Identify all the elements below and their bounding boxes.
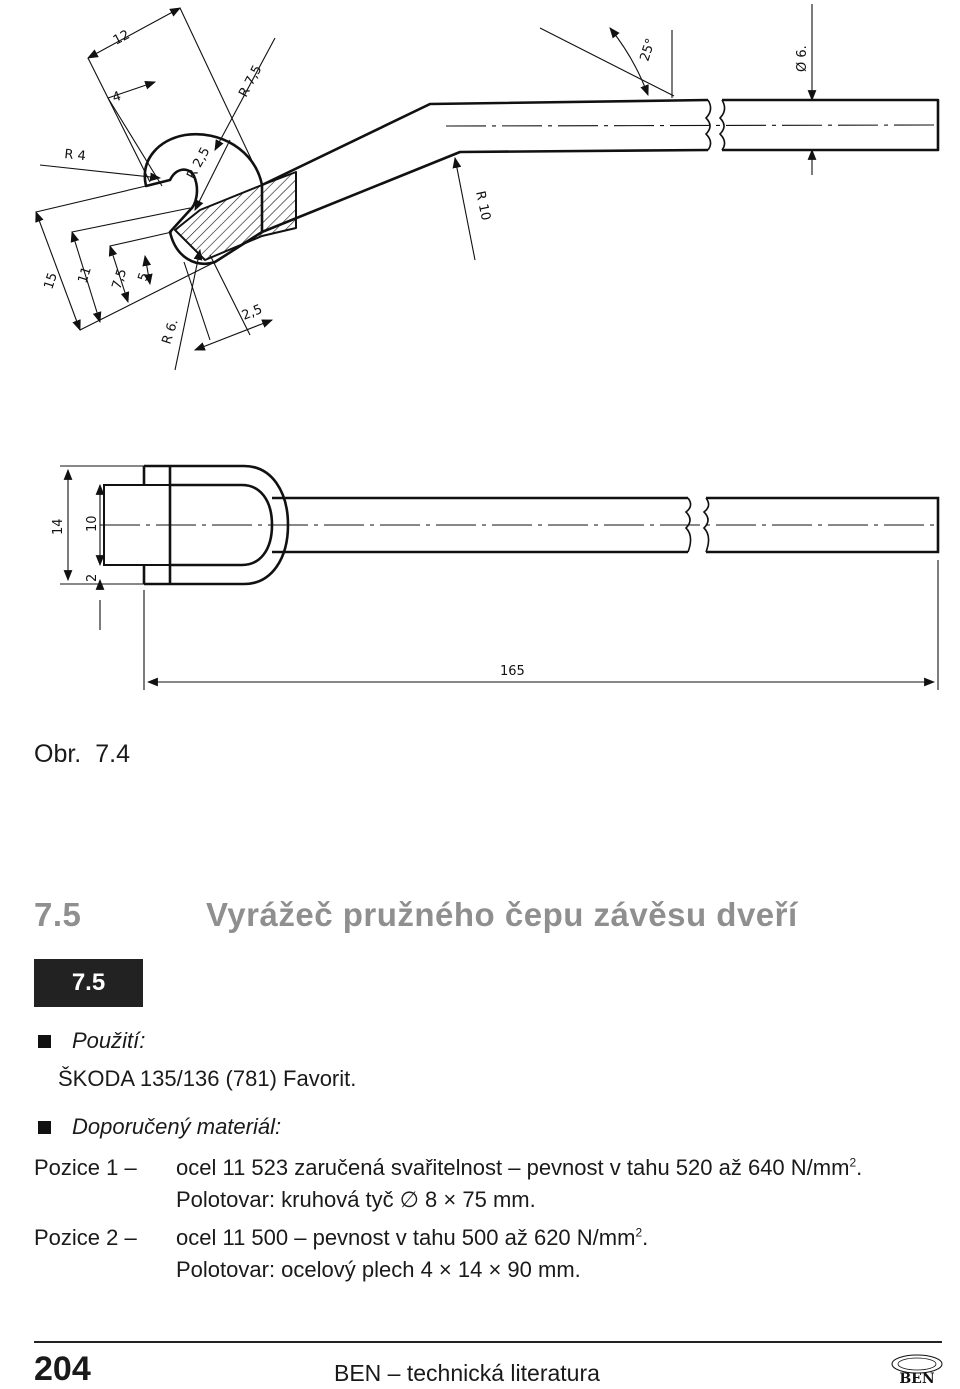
caption-prefix: Obr. (34, 740, 82, 768)
footer-rule (34, 1341, 942, 1343)
section-number: 7.5 (34, 896, 82, 933)
dim-165: 165 (500, 664, 525, 679)
footer-publisher: BEN – technická literatura (334, 1360, 600, 1386)
side-view (145, 100, 938, 264)
dim-r75: R 7,5 (236, 62, 266, 100)
dim-2-5: 2,5 (239, 302, 265, 324)
dim-5: 5 (135, 270, 153, 284)
material-bullet-icon (38, 1121, 51, 1134)
dim-r10: R 10 (472, 189, 493, 222)
pos2-line2: Polotovar: ocelový plech 4 × 14 × 90 mm. (176, 1257, 581, 1282)
material-label: Doporučený materiál: (72, 1114, 282, 1139)
pos2-line1: ocel 11 500 – pevnost v tahu 500 až 620 $N/mm^2$. (176, 1225, 649, 1250)
dim-r6: R 6. (159, 317, 182, 347)
dim-2: 2 (85, 573, 100, 582)
pos1-line1: ocel 11 523 zaručená svařitelnost – pevnost v tahu 520 až 640 $N/mm^2$. (176, 1155, 863, 1180)
dim-12: 12 (110, 27, 133, 49)
usage-label: Použití: (72, 1028, 146, 1053)
dim-11: 11 (75, 264, 95, 286)
side-view-dimension-labels (42, 28, 810, 347)
usage-bullet-icon (38, 1035, 51, 1048)
page-number: 204 (34, 1350, 91, 1388)
dim-angle: 25° (637, 36, 659, 64)
publisher-logo-icon (890, 1351, 944, 1385)
dim-4: 4 (110, 88, 124, 106)
dim-14: 14 (51, 518, 66, 535)
logo-text: BEN (899, 1371, 935, 1385)
dim-r25: R 2,5 (184, 144, 214, 182)
dim-r4: R 4 (63, 147, 87, 165)
caption-number: 7.4 (95, 740, 131, 768)
section-tab: 7.5 (34, 959, 143, 1007)
section-title: Vyrážeč pružného čepu závěsu dveří (206, 896, 798, 933)
dim-10: 10 (85, 515, 100, 532)
pos1-line2: Polotovar: kruhová tyč ∅ 8 × 75 mm. (176, 1187, 536, 1212)
pos2-label: Pozice 2 – (34, 1225, 137, 1250)
dim-dia: Ø 6. (795, 45, 810, 72)
top-view-dimensions (60, 466, 940, 690)
dim-15: 15 (41, 270, 61, 292)
dim-7-5: 7,5 (109, 266, 131, 292)
usage-text: ŠKODA 135/136 (781) Favorit. (58, 1066, 357, 1091)
pos1-label: Pozice 1 – (34, 1155, 137, 1180)
figure-caption (34, 740, 130, 769)
